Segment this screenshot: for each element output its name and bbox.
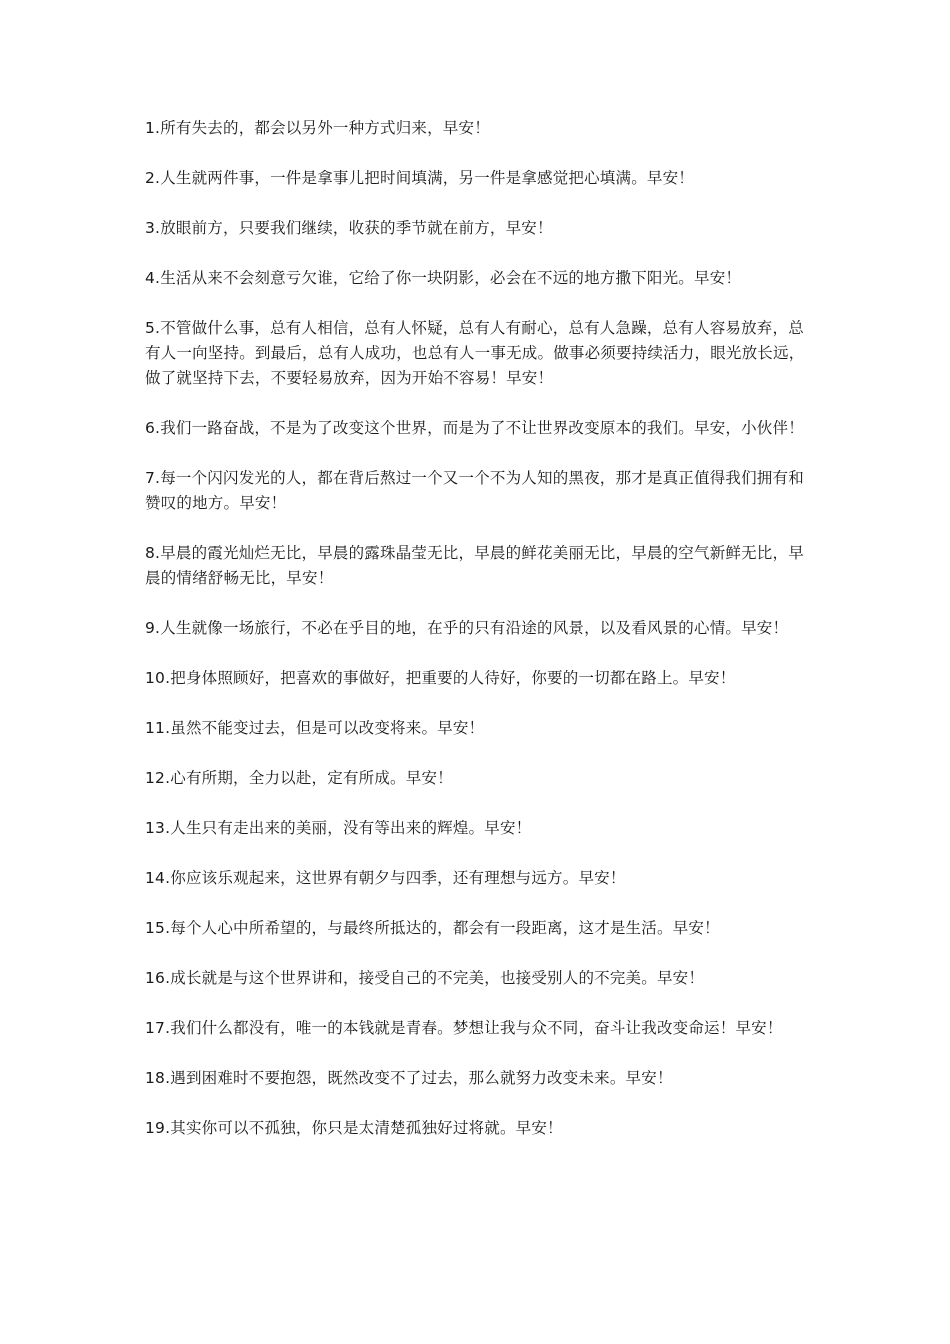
paragraph-7: 7.每一个闪闪发光的人，都在背后熬过一个又一个不为人知的黑夜，那才是真正值得我们拥有和赞叹的地方。早安！ bbox=[145, 469, 804, 512]
paragraph-15: 15.每个人心中所希望的，与最终所抵达的，都会有一段距离，这才是生活。早安！ bbox=[145, 919, 720, 937]
paragraph-6: 6.我们一路奋战，不是为了改变这个世界，而是为了不让世界改变原本的我们。早安，小伙伴！ bbox=[145, 419, 804, 437]
paragraph-4: 4.生活从来不会刻意亏欠谁，它给了你一块阴影，必会在不远的地方撒下阳光。早安！ bbox=[145, 269, 742, 287]
paragraph-1: 1.所有失去的，都会以另外一种方式归来，早安！ bbox=[145, 119, 490, 137]
document-body bbox=[145, 116, 810, 1166]
paragraph-17: 17.我们什么都没有，唯一的本钱就是青春。梦想让我与众不同，奋斗让我改变命运！早安！ bbox=[145, 1019, 783, 1037]
paragraph-10: 10.把身体照顾好，把喜欢的事做好，把重要的人待好，你要的一切都在路上。早安！ bbox=[145, 669, 736, 687]
paragraph-16: 16.成长就是与这个世界讲和，接受自己的不完美，也接受别人的不完美。早安！ bbox=[145, 969, 705, 987]
paragraph-19: 19.其实你可以不孤独，你只是太清楚孤独好过将就。早安！ bbox=[145, 1119, 563, 1137]
paragraph-9: 9.人生就像一场旅行，不必在乎目的地，在乎的只有沿途的风景，以及看风景的心情。早安！ bbox=[145, 619, 789, 637]
paragraph-18: 18.遇到困难时不要抱怨，既然改变不了过去，那么就努力改变未来。早安！ bbox=[145, 1069, 673, 1087]
paragraph-11: 11.虽然不能变过去，但是可以改变将来。早安！ bbox=[145, 719, 485, 737]
paragraph-8: 8.早晨的霞光灿烂无比，早晨的露珠晶莹无比，早晨的鲜花美丽无比，早晨的空气新鲜无比，早晨的情绪舒畅无比，早安！ bbox=[145, 544, 804, 587]
paragraph-5: 5.不管做什么事，总有人相信，总有人怀疑，总有人有耐心，总有人急躁，总有人容易放弃，总有人一向坚持。到最后，总有人成功，也总有人一事无成。做事必须要持续活力，眼光放长远，做了就坚持下去，不要轻易放弃，因为开始不容易！早安！ bbox=[145, 319, 805, 387]
paragraph-14: 14.你应该乐观起来，这世界有朝夕与四季，还有理想与远方。早安！ bbox=[145, 869, 626, 887]
paragraph-2: 2.人生就两件事，一件是拿事儿把时间填满，另一件是拿感觉把心填满。早安！ bbox=[145, 169, 694, 187]
paragraph-13: 13.人生只有走出来的美丽，没有等出来的辉煌。早安！ bbox=[145, 819, 532, 837]
paragraph-3: 3.放眼前方，只要我们继续，收获的季节就在前方，早安！ bbox=[145, 219, 553, 237]
paragraph-12: 12.心有所期，全力以赴，定有所成。早安！ bbox=[145, 769, 453, 787]
